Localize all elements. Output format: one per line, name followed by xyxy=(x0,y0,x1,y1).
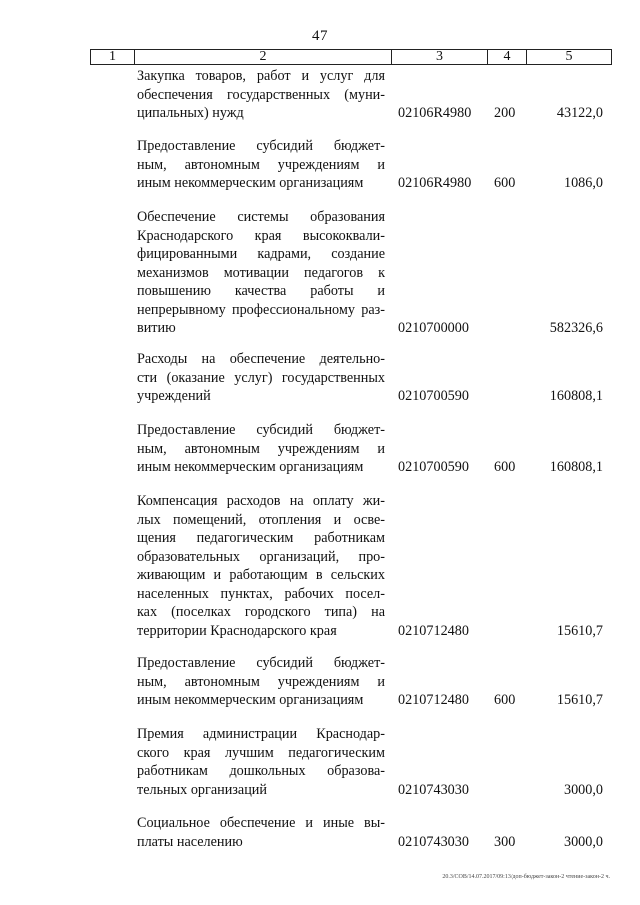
description-line: щения педагогическим работникам xyxy=(137,530,385,546)
row-code: 0210712480 xyxy=(398,692,469,708)
row-expense-type: 600 xyxy=(494,175,516,191)
description-line: фицированными кадрами, создание xyxy=(137,246,385,262)
row-code: 02106R4980 xyxy=(398,105,472,121)
description-line: платы населению xyxy=(137,833,243,850)
row-amount: 3000,0 xyxy=(563,781,603,798)
description-line: Предоставление субсидий бюджет- xyxy=(137,422,385,438)
description-line: Компенсация расходов на оплату жи- xyxy=(137,493,385,509)
row-description xyxy=(137,654,385,710)
description-line: иным некоммерческим организациям xyxy=(137,175,364,191)
row-amount: 43122,0 xyxy=(556,105,603,121)
row-expense-type: 200 xyxy=(494,105,516,121)
description-line: лых помещений, отопления и осве- xyxy=(137,511,385,528)
description-line: территории Краснодарского края xyxy=(137,622,337,639)
row-amount: 3000,0 xyxy=(563,833,603,850)
row-amount: 15610,7 xyxy=(556,692,603,708)
row-amount: 582326,6 xyxy=(549,320,603,336)
row-code: 02106R4980 xyxy=(398,175,472,191)
row-description xyxy=(137,814,385,851)
description-line: ным, автономным учреждениям и xyxy=(137,156,385,173)
description-line: Предоставление субсидий бюджет- xyxy=(137,655,385,671)
row-amount: 1086,0 xyxy=(563,175,603,191)
column-header-row xyxy=(90,49,612,65)
description-line: Закупка товаров, работ и услуг для xyxy=(137,68,385,84)
row-expense-type: 300 xyxy=(494,833,516,850)
description-line: сти (оказание услуг) государственных xyxy=(137,369,385,386)
row-amount: 160808,1 xyxy=(549,459,603,475)
description-line: Премия администрации Краснодар- xyxy=(137,726,385,742)
description-line: тельных организаций xyxy=(137,781,267,798)
row-code: 0210743030 xyxy=(398,833,469,850)
row-description xyxy=(137,492,385,640)
description-line: ципальных) нужд xyxy=(137,105,244,121)
column-header-3: 3 xyxy=(392,50,488,64)
footer-stamp: 20.3/СОВ/14.07.2017/09:13/доп-бюджет-закон-2 чтение-закон-2 ч. xyxy=(442,874,610,880)
page-number: 47 xyxy=(312,28,328,44)
description-line: Расходы на обеспечение деятельно- xyxy=(137,351,385,367)
description-line: образовательных организаций, про- xyxy=(137,548,385,565)
description-line: ках (поселках городского типа) на xyxy=(137,604,385,620)
description-line: механизмов мотивации педагогов к xyxy=(137,264,385,281)
description-line: населенных пунктах, рабочих посел- xyxy=(137,585,385,602)
description-line: работникам дошкольных образова- xyxy=(137,763,385,779)
description-line: ным, автономным учреждениям и xyxy=(137,673,385,690)
description-line: ным, автономным учреждениям и xyxy=(137,440,385,457)
column-header-5: 5 xyxy=(565,49,573,64)
row-description xyxy=(137,350,385,406)
description-line: Обеспечение системы образования xyxy=(137,209,385,225)
row-description xyxy=(137,725,385,799)
description-line: иным некоммерческим организациям xyxy=(137,459,364,475)
row-expense-type: 600 xyxy=(494,692,516,708)
column-header-4: 4 xyxy=(488,50,527,64)
row-expense-type: 600 xyxy=(494,459,516,475)
description-line: Краснодарского края высококвали- xyxy=(137,227,385,244)
column-header-1: 1 xyxy=(91,50,135,64)
description-line: Предоставление субсидий бюджет- xyxy=(137,138,385,154)
row-amount: 160808,1 xyxy=(549,388,603,404)
row-code: 0210700590 xyxy=(398,459,469,475)
column-header-2: 2 xyxy=(135,50,392,64)
description-line: ского края лучшим педагогическим xyxy=(137,744,385,761)
row-code: 0210712480 xyxy=(398,622,469,639)
description-line: обеспечения государственных (муни- xyxy=(137,86,385,103)
row-description xyxy=(137,137,385,193)
row-description xyxy=(137,208,385,338)
row-description xyxy=(137,67,385,123)
description-line: непрерывному профессиональному раз- xyxy=(137,301,385,318)
row-code: 0210700000 xyxy=(398,320,469,336)
description-line: витию xyxy=(137,320,176,336)
description-line: живающим и работающим в сельских xyxy=(137,567,385,583)
row-amount: 15610,7 xyxy=(556,622,603,639)
row-description xyxy=(137,421,385,477)
row-code: 0210700590 xyxy=(398,388,469,404)
description-line: Социальное обеспечение и иные вы- xyxy=(137,815,385,831)
description-line: повышению качества работы и xyxy=(137,283,385,299)
description-line: иным некоммерческим организациям xyxy=(137,692,364,708)
row-code: 0210743030 xyxy=(398,781,469,798)
description-line: учреждений xyxy=(137,388,211,404)
